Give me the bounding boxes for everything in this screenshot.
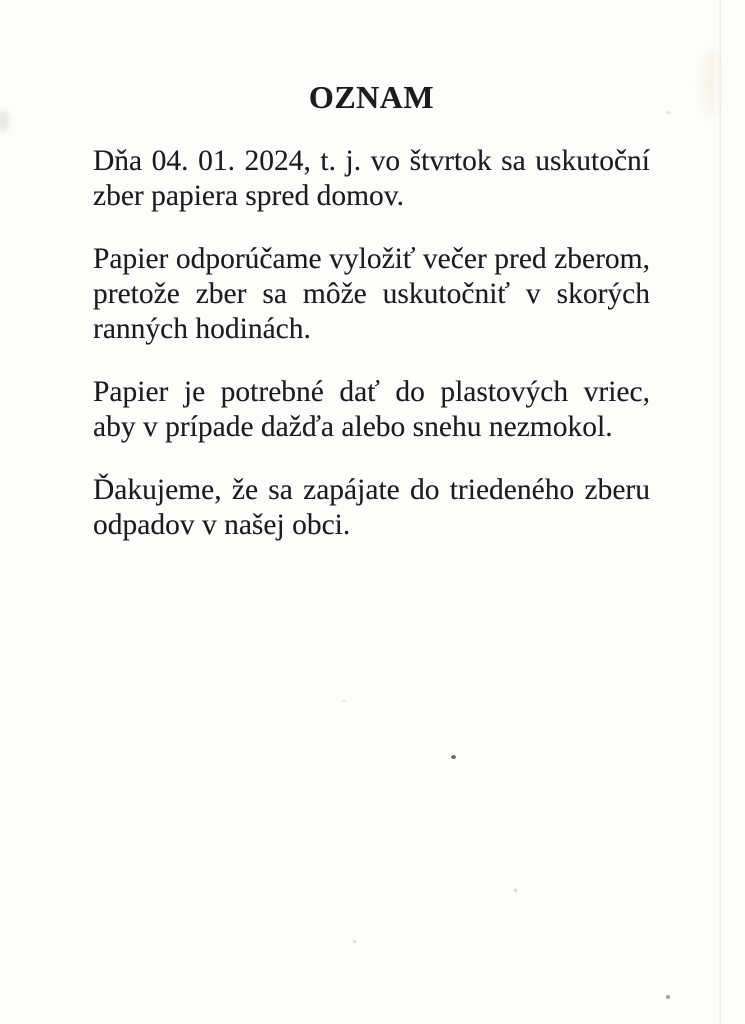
scan-speck bbox=[666, 111, 671, 114]
scan-speck bbox=[353, 940, 356, 943]
paragraph-evening-recommendation: Papier odporúčame vyložiť večer pred zberom, pretože zber sa môže uskutočniť v skorých ranných hodinách. bbox=[93, 243, 650, 345]
scan-speck bbox=[514, 889, 517, 892]
document-title: OZNAM bbox=[308, 79, 435, 115]
paragraph-thanks: Ďakujeme, že sa zapájate do triedeného zberu odpadov v našej obci. bbox=[93, 474, 650, 541]
scan-edge-line bbox=[718, 0, 721, 1024]
document-content bbox=[93, 0, 650, 543]
scan-speck bbox=[342, 700, 346, 702]
scan-speck bbox=[0, 110, 9, 132]
paragraph-plastic-bags: Papier je potrebné dať do plastových vriec, aby v prípade dažďa alebo snehu nezmokol. bbox=[93, 376, 650, 443]
scan-speck bbox=[451, 755, 456, 759]
scan-speck bbox=[666, 995, 670, 999]
scan-speck bbox=[703, 48, 719, 118]
paragraph-date-announcement: Dňa 04. 01. 2024, t. j. vo štvrtok sa uskutoční zber papiera spred domov. bbox=[93, 145, 650, 212]
